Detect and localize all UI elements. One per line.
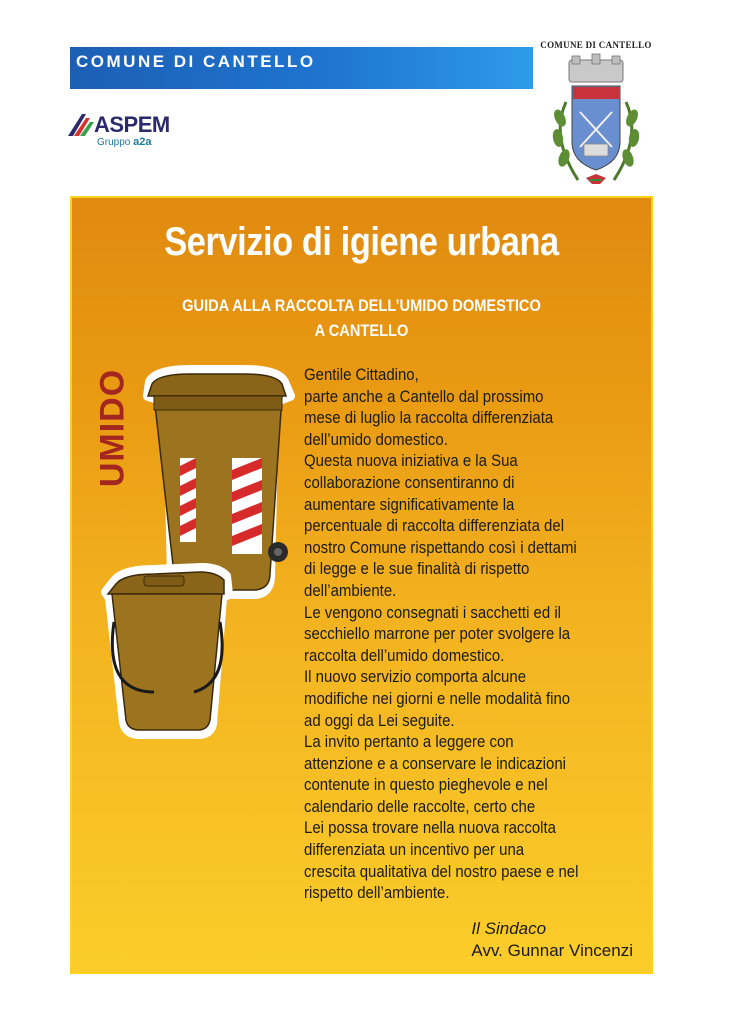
flyer-title: Servizio di igiene urbana [164,220,559,264]
signature-block [471,918,633,962]
aspem-group [97,136,152,148]
aspem-logo [68,112,208,152]
subtitle-line-2: A CANTELLO [314,321,409,340]
letter-line: crescita qualitativa del nostro paese e nel [304,861,579,881]
letter-line: raccolta dell’umido domestico. [304,645,505,665]
letter-line: Questa nuova iniziativa e la Sua [304,451,518,471]
letter-line: ad oggi da Lei seguite. [304,710,455,730]
letter-line: collaborazione consentiranno di [304,472,515,492]
flyer-panel [70,196,653,974]
coat-of-arms-icon [536,52,656,192]
header-bar [68,47,533,89]
letter-line: nostro Comune rispettando così i dettami [304,537,577,557]
letter-line: dell’umido domestico. [304,429,448,449]
letter-line: calendario delle raccolte, certo che [304,796,536,816]
crest-title: COMUNE DI CANTELLO [540,40,652,50]
letter-line: modifiche nei giorni e nelle modalità fino [304,688,571,708]
mayor-letter [304,364,649,904]
letter-line: Le vengono consegnati i sacchetti ed il [304,602,561,622]
municipality-title: COMUNE DI CANTELLO [76,52,316,71]
umido-label-text: UMIDO [93,368,132,488]
municipal-crest [536,40,656,190]
aspem-brand: ASPEM [94,112,170,137]
aspem-group-prefix: Gruppo [97,137,131,148]
letter-line: percentuale di raccolta differenziata del [304,516,565,536]
aspem-group-name: a2a [133,136,152,148]
letter-line: contenute in questo pieghevole e nel [304,775,548,795]
letter-line: rispetto dell’ambiente. [304,883,450,903]
letter-line: Gentile Cittadino, [304,365,419,384]
aspem-logo-mark-icon [68,114,94,136]
letter-line: La invito pertanto a leggere con [304,732,514,752]
letter-line: attenzione e a conservare le indicazioni [304,753,566,773]
letter-line: Lei possa trovare nella nuova raccolta [304,818,556,838]
signature-role: Il Sindaco [471,919,547,938]
subtitle-line-1: GUIDA ALLA RACCOLTA DELL’UMIDO DOMESTICO [182,296,541,315]
letter-line: secchiello marrone per poter svolgere la [304,624,571,644]
flyer-subtitle [113,293,611,343]
letter-line: mese di luglio la raccolta differenziata [304,408,554,428]
letter-line: differenziata un incentivo per una [304,840,525,860]
kitchen-caddy-icon [106,568,228,734]
letter-line: parte anche a Cantello dal prossimo [304,386,544,406]
letter-line: dell’ambiente. [304,580,397,600]
letter-line: Il nuovo servizio comporta alcune [304,667,527,687]
letter-line: di legge e le sue finalità di rispetto [304,559,530,579]
organic-waste-bins-illustration [94,362,304,742]
letter-line: aumentare significativamente la [304,494,515,514]
signature-name: Avv. Gunnar Vincenzi [471,941,633,960]
wheeled-bin-icon [148,370,290,594]
